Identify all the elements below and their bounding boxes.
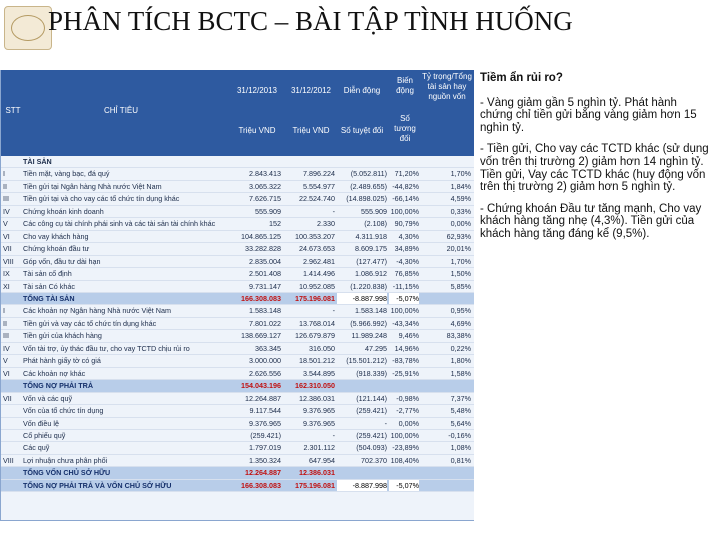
cell-c: (2.108) — [364, 219, 387, 229]
cell-b: 12.386.031 — [299, 468, 335, 478]
cell-e: 0,33% — [450, 206, 471, 216]
table-row — [1, 405, 474, 417]
cell-d: -2,77% — [396, 406, 419, 416]
cell-a: 1.350.324 — [249, 455, 281, 465]
cell-e: 1,08% — [450, 443, 471, 453]
cell-b: 24.673.653 — [299, 244, 335, 254]
cell-stt: III — [3, 331, 9, 341]
cell-name: Tiền gửi tại và cho vay các tổ chức tín dụng khác — [23, 194, 180, 204]
cell-e: 1,84% — [450, 181, 471, 191]
cell-a: 138.669.127 — [241, 331, 281, 341]
cell-e: -0,16% — [448, 430, 471, 440]
cell-c: (259.421) — [356, 430, 387, 440]
cell-a: 9.117.544 — [249, 406, 281, 416]
cell-d: 100,00% — [390, 306, 419, 316]
slide-title: PHÂN TÍCH BCTC – BÀI TẬP TÌNH HUỐNG — [48, 6, 573, 36]
cell-e: 5,85% — [450, 281, 471, 291]
cell-name: Tiền gửi tại Ngân hàng Nhà nước Việt Nam — [23, 181, 162, 191]
cell-a: 7.801.022 — [249, 318, 281, 328]
cell-b: 175.196.081 — [295, 293, 335, 303]
cell-d: 76,85% — [394, 269, 419, 279]
cell-a: 9.731.147 — [249, 281, 281, 291]
table-row — [1, 355, 474, 367]
cell-d: 108,40% — [390, 455, 419, 465]
table-row — [1, 181, 474, 193]
cell-stt: VII — [3, 393, 12, 403]
cell-name: Tiền gửi của khách hàng — [23, 331, 102, 341]
cell-name: Phát hành giấy tờ có giá — [23, 356, 101, 366]
cell-b: 2.301.112 — [303, 443, 335, 453]
cell-name: Tài sản Có khác — [23, 281, 75, 291]
cell-d: -23,89% — [392, 443, 419, 453]
cell-name: Vốn và các quỹ — [23, 393, 73, 403]
cell-stt: VI — [3, 368, 10, 378]
cell-c: (14.898.025) — [346, 194, 387, 204]
cell-d: -5,07% — [389, 293, 419, 304]
header-stt: STT — [5, 106, 21, 115]
cell-e: 5,64% — [450, 418, 471, 428]
cell-d: 34,89% — [394, 244, 419, 254]
table-total-row — [1, 380, 474, 392]
cell-d: -0,98% — [396, 393, 419, 403]
cell-d: 4,30% — [398, 231, 419, 241]
cell-e: 1,58% — [450, 368, 471, 378]
cell-c: (15.501.212) — [346, 356, 387, 366]
table-row — [1, 430, 474, 442]
cell-e: 20,01% — [446, 244, 471, 254]
header-dien-dong: Diễn động — [343, 86, 381, 95]
cell-name: Vốn của tổ chức tín dụng — [23, 406, 104, 416]
cell-c: (5.966.992) — [350, 318, 387, 328]
table-row — [1, 305, 474, 317]
table-row — [1, 318, 474, 330]
cell-b: 126.679.879 — [295, 331, 335, 341]
cell-b: 22.524.740 — [299, 194, 335, 204]
header-so-tuong-doi: Số tương đối — [394, 114, 416, 143]
table-total-row — [1, 480, 474, 492]
cell-e: 1,80% — [450, 356, 471, 366]
cell-a: 12.264.887 — [245, 468, 281, 478]
cell-b: 9.376.965 — [303, 418, 335, 428]
cell-d: -43,34% — [392, 318, 419, 328]
cell-d: -4,30% — [396, 256, 419, 266]
cell-b: 100.353.207 — [295, 231, 335, 241]
cell-e: 7,37% — [450, 393, 471, 403]
cell-b: - — [332, 206, 335, 216]
cell-d: -11,15% — [392, 281, 419, 291]
cell-e: 0,00% — [450, 219, 471, 229]
bank-logo — [4, 6, 52, 50]
cell-stt: VI — [3, 231, 10, 241]
cell-c: (2.489.655) — [350, 181, 387, 191]
table-row — [1, 330, 474, 342]
cell-b: 2.962.481 — [303, 256, 335, 266]
cell-name: TỔNG VỐN CHỦ SỞ HỮU — [23, 468, 111, 478]
cell-a: 1.797.019 — [249, 443, 281, 453]
header-chi-tieu: CHỈ TIÊU — [103, 106, 139, 115]
table-body — [1, 156, 474, 492]
cell-d: 100,00% — [390, 206, 419, 216]
cell-a: (259.421) — [250, 430, 281, 440]
header-unit-2013: Triệu VND — [238, 126, 276, 135]
cell-d: 14,96% — [394, 343, 419, 353]
table-row — [1, 281, 474, 293]
cell-c: 555.909 — [361, 206, 387, 216]
table-row — [1, 442, 474, 454]
cell-stt: V — [3, 356, 8, 366]
cell-name: Các khoản nợ Ngân hàng Nhà nước Việt Nam — [23, 306, 171, 316]
cell-b: 316.050 — [309, 343, 335, 353]
table-row — [1, 193, 474, 205]
cell-e: 4,69% — [450, 318, 471, 328]
cell-a: 363.345 — [255, 343, 281, 353]
cell-c: 702.370 — [361, 455, 387, 465]
cell-d: 0,00% — [398, 418, 419, 428]
cell-c: 8.609.175 — [355, 244, 387, 254]
cell-e: 0,95% — [450, 306, 471, 316]
cell-stt: IV — [3, 206, 10, 216]
cell-name: Vốn tài trợ, ủy thác đầu tư, cho vay TCTD chịu rủi ro — [23, 343, 190, 353]
header-bien-dong: Biến động — [396, 76, 414, 95]
cell-d: -25,91% — [392, 368, 419, 378]
cell-a: 2.843.413 — [249, 169, 281, 179]
cell-c: 4.311.918 — [355, 231, 387, 241]
cell-a: 166.308.083 — [241, 293, 281, 303]
notes-heading: Tiềm ẩn rủi ro? — [480, 72, 563, 84]
cell-a: 104.865.125 — [241, 231, 281, 241]
cell-c: 47.295 — [365, 343, 387, 353]
cell-name: Chứng khoán đầu tư — [23, 244, 90, 254]
table-row — [1, 156, 474, 168]
cell-b: 12.386.031 — [299, 393, 335, 403]
cell-e: 62,93% — [446, 231, 471, 241]
cell-a: 7.626.715 — [249, 194, 281, 204]
risk-notes — [480, 72, 712, 250]
cell-stt: IV — [3, 343, 10, 353]
table-row — [1, 256, 474, 268]
cell-stt: I — [3, 306, 5, 316]
cell-stt: VIII — [3, 455, 14, 465]
cell-a: 555.909 — [255, 206, 281, 216]
cell-name: Cho vay khách hàng — [23, 231, 89, 241]
cell-e: 0,81% — [450, 455, 471, 465]
table-row — [1, 206, 474, 218]
cell-b: 3.544.895 — [303, 368, 335, 378]
logo-emblem — [11, 15, 45, 41]
cell-c: -8.887.998 — [337, 293, 387, 304]
cell-name: Các công cụ tài chính phái sinh và các tài sản tài chính khác — [23, 219, 216, 229]
cell-b: - — [332, 306, 335, 316]
cell-name: Góp vốn, đầu tư dài hạn — [23, 256, 101, 266]
cell-a: 152 — [269, 219, 281, 229]
cell-e: 0,22% — [450, 343, 471, 353]
cell-c: (504.093) — [356, 443, 387, 453]
header-so-tuyet-doi: Số tuyệt đối — [340, 126, 384, 135]
cell-stt: I — [3, 169, 5, 179]
cell-d: 90,79% — [394, 219, 419, 229]
cell-d: -66,14% — [392, 194, 419, 204]
cell-d: -83,78% — [392, 356, 419, 366]
cell-a: 2.501.408 — [249, 269, 281, 279]
table-row — [1, 393, 474, 405]
table-row — [1, 218, 474, 230]
cell-name: TÀI SẢN — [23, 157, 52, 166]
cell-name: Các quỹ — [23, 443, 50, 453]
table-total-row — [1, 467, 474, 479]
table-row — [1, 168, 474, 180]
cell-name: Các khoản nợ khác — [23, 368, 86, 378]
cell-name: TỔNG TÀI SẢN — [23, 293, 75, 303]
cell-e: 1,50% — [450, 269, 471, 279]
table-row — [1, 418, 474, 430]
cell-stt: IX — [3, 269, 10, 279]
note-gold: - Vàng giảm gần 5 nghìn tỷ. Phát hành chứng chỉ tiền gửi bằng vàng giảm hơn 15 nghìn tỷ. — [480, 96, 697, 134]
cell-name: Cổ phiếu quỹ — [23, 430, 66, 440]
cell-stt: VII — [3, 244, 12, 254]
table-row — [1, 455, 474, 467]
cell-stt: III — [3, 194, 9, 204]
table-row — [1, 243, 474, 255]
cell-b: 647.954 — [309, 455, 335, 465]
cell-b: 1.414.496 — [303, 269, 335, 279]
header-date-2013: 31/12/2013 — [236, 86, 278, 95]
cell-b: 5.554.977 — [303, 181, 335, 191]
header-date-2012: 31/12/2012 — [290, 86, 332, 95]
cell-name: Chứng khoán kinh doanh — [23, 206, 104, 216]
cell-stt: II — [3, 318, 7, 328]
cell-b: 9.376.965 — [303, 406, 335, 416]
cell-b: 175.196.081 — [295, 480, 335, 490]
cell-b: 162.310.050 — [295, 381, 335, 391]
cell-b: 2.330 — [317, 219, 335, 229]
cell-b: 10.952.085 — [299, 281, 335, 291]
cell-e: 4,59% — [450, 194, 471, 204]
cell-stt: VIII — [3, 256, 14, 266]
cell-c: 1.086.912 — [355, 269, 387, 279]
cell-a: 9.376.965 — [249, 418, 281, 428]
cell-name: TỔNG NỢ PHẢI TRẢ VÀ VỐN CHỦ SỞ HỮU — [23, 480, 172, 490]
cell-a: 2.626.556 — [249, 368, 281, 378]
table-row — [1, 343, 474, 355]
cell-stt: V — [3, 219, 8, 229]
header-ty-trong: Tỷ trọng/Tổng tài sản hay nguồn vốn — [422, 72, 472, 101]
cell-a: 2.835.004 — [249, 256, 281, 266]
note-securities: - Chứng khoán Đầu tư tăng mạnh, Cho vay khách hàng tăng nhẹ (4,3%). Tiền gửi của khách hàng tăng đáng kể (9,5%). — [480, 202, 702, 240]
note-interbank: - Tiền gửi, Cho vay các TCTD khác (sử dụng vốn trên thị trường 2) giảm hơn 14 nghìn tỷ. Tiền gửi, Vay các TCTD khác (huy động vốn trên thị trường 2) giảm hơn 5 nghìn tỷ. — [480, 143, 709, 194]
cell-d: 100,00% — [390, 430, 419, 440]
cell-c: 1.583.148 — [355, 306, 387, 316]
cell-d: -44,82% — [392, 181, 419, 191]
cell-stt: XI — [3, 281, 10, 291]
table-row — [1, 231, 474, 243]
balance-sheet-table — [0, 70, 474, 521]
cell-c: (1.220.838) — [350, 281, 387, 291]
cell-name: Tài sản cố định — [23, 269, 72, 279]
cell-e: 1,70% — [450, 256, 471, 266]
cell-c: (5.052.811) — [350, 169, 387, 179]
cell-name: TỔNG NỢ PHẢI TRẢ — [23, 381, 94, 391]
cell-b: 18.501.212 — [299, 356, 335, 366]
cell-c: - — [384, 418, 387, 428]
cell-c: (127.477) — [356, 256, 387, 266]
cell-e: 83,38% — [446, 331, 471, 341]
table-header — [1, 70, 474, 156]
cell-c: 11.989.248 — [351, 331, 387, 341]
cell-b: - — [332, 430, 335, 440]
cell-a: 166.308.083 — [241, 480, 281, 490]
cell-d: 9,46% — [398, 331, 419, 341]
cell-a: 1.583.148 — [249, 306, 281, 316]
table-row — [1, 268, 474, 280]
cell-e: 5,48% — [450, 406, 471, 416]
cell-c: -8.887.998 — [337, 480, 387, 491]
cell-e: 1,70% — [450, 169, 471, 179]
cell-d: 71,20% — [394, 169, 419, 179]
cell-a: 154.043.196 — [241, 381, 281, 391]
cell-d: -5,07% — [389, 480, 419, 491]
cell-c: (121.144) — [356, 393, 387, 403]
cell-a: 3.065.322 — [249, 181, 281, 191]
table-total-row — [1, 293, 474, 305]
header-unit-2012: Triệu VND — [292, 126, 330, 135]
cell-a: 33.282.828 — [245, 244, 281, 254]
cell-b: 13.768.014 — [299, 318, 335, 328]
cell-a: 3.000.000 — [249, 356, 281, 366]
cell-name: Vốn điều lệ — [23, 418, 59, 428]
cell-c: (259.421) — [356, 406, 387, 416]
cell-name: Tiền mặt, vàng bạc, đá quý — [23, 169, 110, 179]
cell-stt: II — [3, 181, 7, 191]
cell-b: 7.896.224 — [303, 169, 335, 179]
cell-name: Lợi nhuận chưa phân phối — [23, 455, 108, 465]
table-row — [1, 368, 474, 380]
cell-a: 12.264.887 — [245, 393, 281, 403]
cell-name: Tiền gửi và vay các tổ chức tín dụng khác — [23, 318, 157, 328]
cell-c: (918.339) — [356, 368, 387, 378]
